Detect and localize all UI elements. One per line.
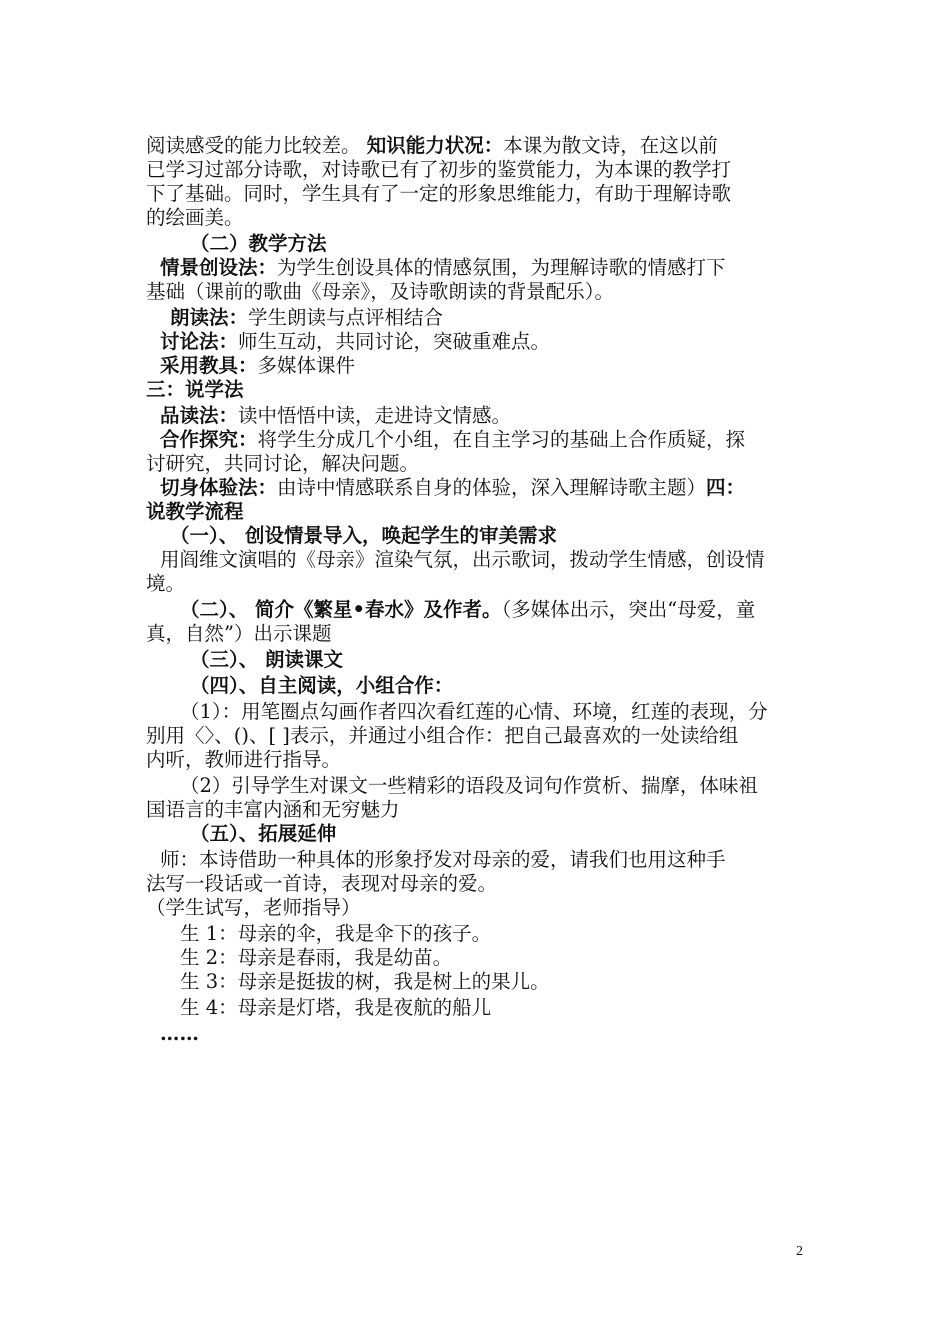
- text-run: 为学生创设具体的情感氛围，为理解诗歌的情感打下: [277, 256, 726, 279]
- text-run: 讨研究，共同讨论，解决问题。: [146, 452, 420, 475]
- text-run: 师生互动，共同讨论，突破重难点。: [238, 330, 551, 353]
- text-line: [190, 648, 860, 672]
- text-line: [160, 428, 830, 452]
- text-line: [170, 306, 840, 330]
- bold-text: 合作探究：: [160, 428, 258, 451]
- text-line: [180, 996, 850, 1020]
- bold-text: 情景创设法：: [160, 256, 278, 279]
- text-line: [160, 848, 830, 872]
- text-line: [146, 748, 816, 772]
- text-line: [146, 206, 816, 230]
- text-line: [180, 970, 850, 994]
- bold-text: （五）、拓展延伸: [190, 822, 337, 845]
- text-run: 已学习过部分诗歌，对诗歌已有了初步的鉴赏能力，为本课的教学打: [146, 158, 732, 181]
- bold-text: （四）、自主阅读，小组合作：: [190, 674, 454, 697]
- text-run: 多媒体课件: [257, 354, 356, 377]
- text-line: [160, 548, 830, 572]
- text-line: [146, 896, 816, 920]
- text-run: 读中悟悟中读，走进诗文情感。: [238, 404, 512, 427]
- text-line: [146, 724, 816, 748]
- text-line: [146, 378, 816, 402]
- text-run: 境。: [146, 572, 186, 595]
- text-run: （1）：用笔圈点勾画作者四次看红莲的心情、环境，红莲的表现，分: [180, 700, 768, 723]
- text-run: 国语言的丰富内涵和无穷魅力: [146, 798, 400, 821]
- text-line: [146, 500, 816, 524]
- bold-text: 四：: [706, 476, 746, 499]
- text-run: 基础（课前的歌曲《母亲》，及诗歌朗读的背景配乐）。: [146, 280, 615, 303]
- bold-text: 品读法：: [160, 404, 239, 427]
- text-line: [146, 622, 816, 646]
- text-line: [190, 674, 860, 698]
- text-run: 法写一段话或一首诗，表现对母亲的爱。: [146, 872, 498, 895]
- text-line: [146, 158, 816, 182]
- text-run: 师：本诗借助一种具体的形象抒发对母亲的爱，请我们也用这种手: [160, 848, 726, 871]
- text-line: [146, 134, 816, 158]
- text-line: [180, 922, 850, 946]
- bold-text: 知识能力状况：: [366, 134, 504, 157]
- text-line: [190, 822, 860, 846]
- bold-text: 说教学流程: [146, 500, 244, 523]
- text-line: [146, 182, 816, 206]
- text-line: [180, 774, 850, 798]
- text-line: [160, 330, 830, 354]
- bold-text: ……: [160, 1022, 199, 1045]
- text-run: 生 4：母亲是灯塔，我是夜航的船儿: [180, 996, 492, 1019]
- text-line: [190, 232, 860, 256]
- text-run: 用阎维文演唱的《母亲》渲染气氛，出示歌词，拨动学生情感，创设情: [160, 548, 765, 571]
- text-run: 的绘画美。: [146, 206, 244, 229]
- text-line: [170, 524, 840, 548]
- bold-text: 讨论法：: [160, 330, 239, 353]
- text-line: [146, 572, 816, 596]
- bold-text: （三）、 朗读课文: [190, 648, 344, 671]
- text-run: 下了基础。同时，学生具有了一定的形象思维能力，有助于理解诗歌: [146, 182, 732, 205]
- text-line: [146, 452, 816, 476]
- bold-text: 三：说学法: [146, 378, 244, 401]
- text-run: 生 2：母亲是春雨，我是幼苗。: [180, 946, 453, 969]
- text-line: [160, 354, 830, 378]
- bold-text: （二）教学方法: [190, 232, 327, 255]
- text-line: [180, 946, 850, 970]
- bold-text: （一）、 创设情景导入，唤起学生的审美需求: [170, 524, 558, 547]
- text-line: [160, 476, 830, 500]
- text-run: （学生试写，老师指导）: [146, 896, 361, 919]
- text-run: 生 3：母亲是挺拔的树，我是树上的果儿。: [180, 970, 550, 993]
- text-run: 生 1：母亲的伞，我是伞下的孩子。: [180, 922, 492, 945]
- bold-text: （二）、 简介《繁星•春水》及作者。: [180, 598, 502, 621]
- text-run: 本课为散文诗，在这以前: [503, 134, 718, 157]
- text-run: 将学生分成几个小组，在自主学习的基础上合作质疑，探: [257, 428, 746, 451]
- bold-text: 切身体验法：: [160, 476, 278, 499]
- bold-text: 朗读法：: [170, 306, 249, 329]
- text-line: [146, 798, 816, 822]
- text-line: [160, 404, 830, 428]
- text-line: [180, 700, 850, 724]
- text-line: [160, 1022, 830, 1046]
- text-run: （2）引导学生对课文一些精彩的语段及词句作赏析、揣摩，体味祖: [180, 774, 758, 797]
- text-run: 别用〈〉、()、[ ]表示，并通过小组合作：把自己最喜欢的一处读给组: [146, 724, 739, 747]
- text-run: 阅读感受的能力比较差。: [146, 134, 367, 157]
- text-run: 真，自然”）出示课题: [146, 622, 332, 645]
- text-line: [146, 872, 816, 896]
- text-line: [146, 280, 816, 304]
- text-run: 学生朗读与点评相结合: [248, 306, 444, 329]
- text-line: [180, 598, 850, 622]
- bold-text: 采用教具：: [160, 354, 258, 377]
- page-number: 2: [796, 1244, 803, 1259]
- text-run: 由诗中情感联系自身的体验，深入理解诗歌主题）: [277, 476, 707, 499]
- text-line: [160, 256, 830, 280]
- text-run: 内听，教师进行指导。: [146, 748, 342, 771]
- text-run: （多媒体出示，突出“母爱，童: [501, 598, 756, 621]
